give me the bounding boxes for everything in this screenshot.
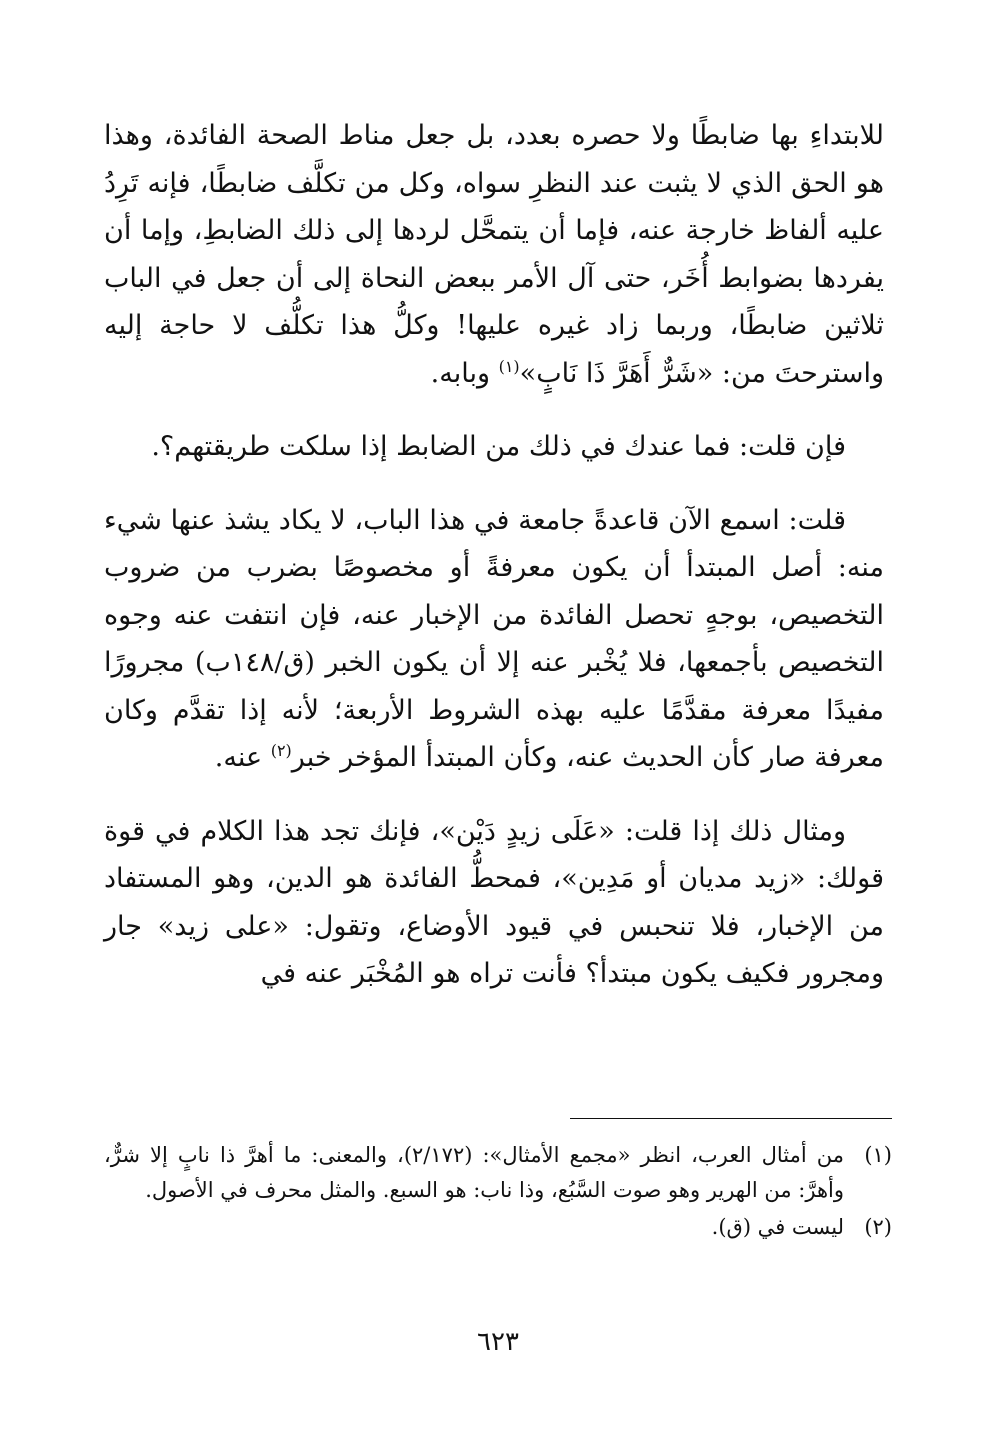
paragraph-2 <box>104 423 884 471</box>
paragraph-1-tail: وبابه. <box>430 357 499 389</box>
paragraph-4-text: ومثال ذلك إذا قلت: «عَلَى زيدٍ دَيْن»، فإنك تجد هذا الكلام في قوة قولك: «زيد مديان أو مَدِين»، فمحطُّ الفائدة هو الدين، وهو المستفاد من الإخبار، فلا تنحبس في قيود الأوضاع، وتقول: «على زيد» جار ومجرور فكيف يكون مبتدأ؟ فأنت تراه هو المُخْبَر عنه في <box>104 815 884 989</box>
paragraph-3-text: قلت: اسمع الآن قاعدةً جامعة في هذا الباب، لا يكاد يشذ عنها شيء منه: أصل المبتدأ أن يكون معرفةً أو مخصوصًا بضرب من ضروب التخصيص، بوجهٍ تحصل الفائدة من الإخبار عنه، فإن انتفت عنه وجوه التخصيص بأجمعها، فلا يُخْبر عنه إلا أن يكون الخبر (ق/١٤٨ب) مجرورًا مفيدًا معرفة مقدَّمًا عليه بهذه الشروط الأربعة؛ لأنه إذا تقدَّم وكان معرفة صار كأن الحديث عنه، وكأن المبتدأ المؤخر خبر <box>104 504 885 773</box>
footnote-1 <box>104 1138 892 1208</box>
paragraph-3 <box>104 497 884 782</box>
footnote-separator <box>570 1118 892 1119</box>
paragraph-4 <box>104 808 884 998</box>
footnotes <box>104 1138 892 1245</box>
footnote-ref-2: (٢) <box>270 741 292 760</box>
paragraph-1-text: للابتداءِ بها ضابطًا ولا حصره بعدد، بل جعل مناط الصحة الفائدة، وهذا هو الحق الذي لا يثبت عند النظرِ سواه، وكل من تكلَّف ضابطًا، فإنه تَرِدُ عليه ألفاظ خارجة عنه، فإما أن يتمحَّل لردها إلى ذلك الضابطِ، وإما أن يفردها بضوابط أُخَر، حتى آل الأمر ببعض النحاة إلى أن جعل في الباب ثلاثين ضابطًا، وربما زاد غيره عليها! وكلُّ هذا تكلُّف لا حاجة إليه واسترحتَ من: «شَرٌّ أَهَرَّ ذَا نَابٍ» <box>104 120 884 389</box>
page-number: ٦٢٣ <box>477 1327 519 1357</box>
paragraph-2-text: فإن قلت: فما عندك في ذلك من الضابط إذا سلكت طريقتهم؟. <box>151 431 846 462</box>
paragraph-1 <box>104 112 884 397</box>
footnote-2-text: ليست في (ق). <box>711 1215 844 1239</box>
main-text <box>104 112 884 998</box>
footnote-2 <box>104 1210 892 1245</box>
paragraph-3-tail: عنه. <box>214 742 271 773</box>
footnote-1-text: من أمثال العرب، انظر «مجمع الأمثال»: (٢/١٧٢)، والمعنى: ما أهرَّ ذا نابٍ إلا شرٌّ، وأهرَّ: من الهرير وهو صوت السَّبُع، وذا ناب: هو السبع. والمثل محرف في الأصول. <box>104 1143 844 1202</box>
footnote-ref-1: (١) <box>498 356 520 376</box>
footnote-2-number: (٢) <box>864 1215 892 1239</box>
footnote-1-number: (١) <box>864 1143 892 1167</box>
